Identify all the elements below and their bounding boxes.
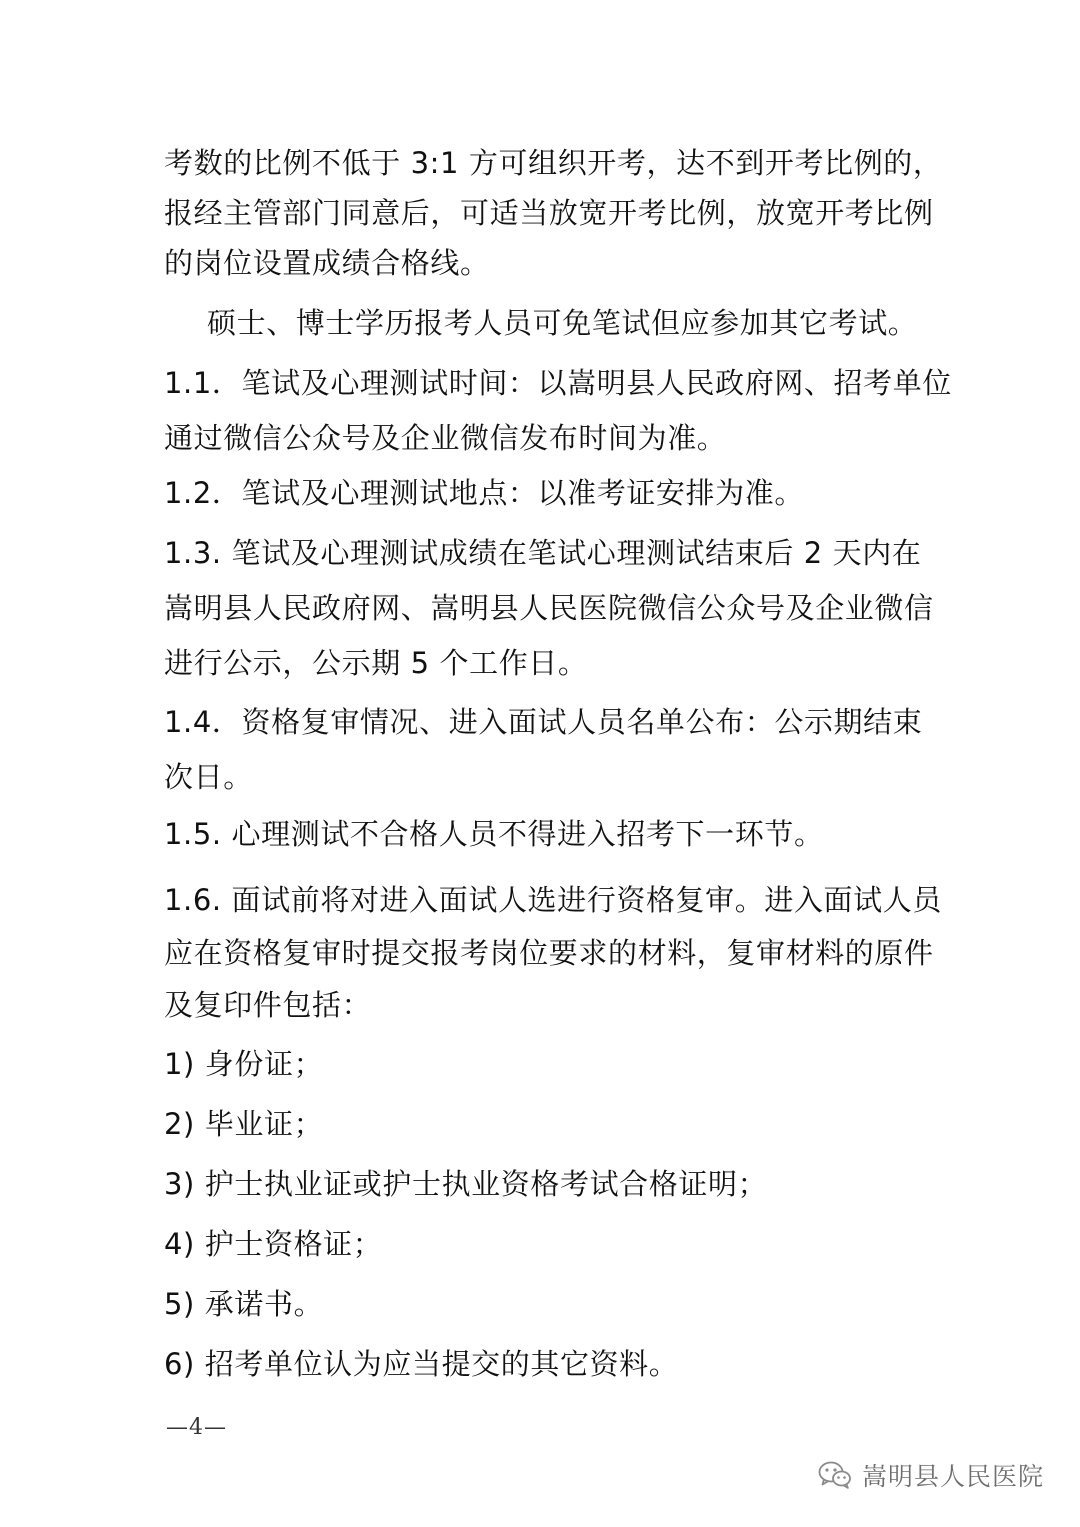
list-item: 6) 招考单位认为应当提交的其它资料。 [164, 1347, 679, 1381]
section-1-2: 1.2．笔试及心理测试地点：以准考证安排为准。 [164, 476, 804, 510]
section-1-3: 1.3. 笔试及心理测试成绩在笔试心理测试结束后 2 天内在 [164, 536, 922, 570]
body-line: 通过微信公众号及企业微信发布时间为准。 [164, 421, 727, 455]
page-number: —4— [166, 1415, 227, 1440]
body-line: 嵩明县人民政府网、嵩明县人民医院微信公众号及企业微信 [164, 591, 934, 625]
section-1-6: 1.6. 面试前将对进入面试人选进行资格复审。进入面试人员 [164, 883, 942, 917]
body-line: 次日。 [164, 760, 253, 794]
section-1-4: 1.4．资格复审情况、进入面试人员名单公布：公示期结束 [164, 705, 923, 739]
list-item: 5) 承诺书。 [164, 1287, 324, 1321]
section-1-5: 1.5. 心理测试不合格人员不得进入招考下一环节。 [164, 817, 824, 851]
body-line: 的岗位设置成绩合格线。 [164, 246, 490, 280]
body-line: 考数的比例不低于 3:1 方可组织开考，达不到开考比例的， [164, 146, 943, 180]
list-item: 3) 护士执业证或护士执业资格考试合格证明； [164, 1167, 768, 1201]
body-line: 应在资格复审时提交报考岗位要求的材料，复审材料的原件 [164, 936, 934, 970]
wechat-icon [818, 1461, 852, 1489]
list-item: 2) 毕业证； [164, 1107, 324, 1141]
body-line: 硕士、博士学历报考人员可免笔试但应参加其它考试。 [207, 306, 918, 340]
watermark [818, 1455, 1044, 1495]
watermark-text: 嵩明县人民医院 [862, 1462, 1045, 1491]
body-line: 及复印件包括： [164, 988, 372, 1022]
section-1-1: 1.1．笔试及心理测试时间：以嵩明县人民政府网、招考单位 [164, 366, 952, 400]
list-item: 4) 护士资格证； [164, 1227, 383, 1261]
body-line: 报经主管部门同意后，可适当放宽开考比例，放宽开考比例 [164, 196, 934, 230]
list-item: 1) 身份证； [164, 1047, 324, 1081]
body-line: 进行公示，公示期 5 个工作日。 [164, 646, 588, 680]
